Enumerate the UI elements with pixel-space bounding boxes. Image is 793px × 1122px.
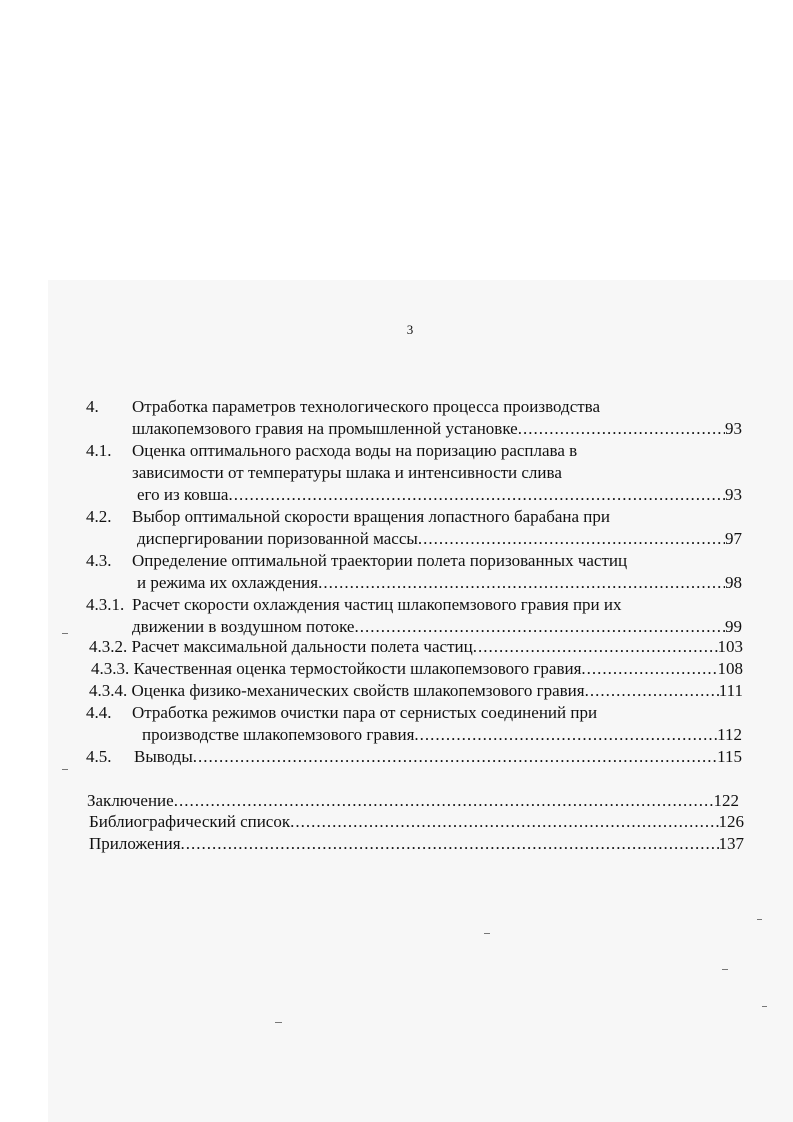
- toc-entry: [86, 746, 746, 768]
- toc-page-number: 137: [718, 834, 744, 853]
- dot-leader: [473, 636, 718, 658]
- scan-speck: [62, 769, 68, 770]
- toc-entry-title: Отработка параметров технологического процесса производства: [132, 397, 601, 416]
- toc-page-number: 108: [717, 659, 743, 678]
- toc-entry: [86, 506, 746, 550]
- toc-entry: [91, 658, 751, 680]
- scan-speck: [275, 1022, 282, 1023]
- toc-page-number: 93: [725, 419, 742, 438]
- toc-entry-number: 4.5.: [86, 747, 112, 766]
- toc-entry-title: Заключение: [87, 791, 174, 810]
- toc-page-number: 97: [725, 529, 742, 548]
- scan-speck: [722, 969, 728, 970]
- dot-leader: [290, 811, 718, 833]
- toc-entry-title: Выводы: [134, 747, 193, 766]
- toc-entry-title: зависимости от температуры шлака и интенсивности слива: [132, 463, 562, 482]
- toc-entry-title-last-line: шлакопемзового гравия на промышленной установке ..... 93: [132, 418, 742, 440]
- toc-entry-title-last-line: диспергировании поризованной массы ..... 97: [137, 528, 742, 550]
- toc-entry: [86, 396, 746, 440]
- toc-entry-title: Оценка оптимального расхода воды на поризацию расплава в: [132, 441, 578, 460]
- toc-page-number: 112: [717, 725, 742, 744]
- toc-entry-title: Определение оптимальной траектории полета поризованных частиц: [132, 551, 628, 570]
- scan-speck: [762, 1006, 767, 1007]
- scan-speck: [757, 919, 762, 920]
- scan-speck: [62, 633, 68, 634]
- dot-leader: [418, 528, 725, 550]
- toc-entry-number: 4.3.3.: [91, 659, 130, 678]
- dot-leader: [414, 724, 717, 746]
- toc-entry-title: Качественная оценка термостойкости шлакопемзового гравия: [133, 659, 582, 678]
- toc-entry: [86, 440, 746, 506]
- toc-back-matter-entry: [89, 833, 749, 855]
- dot-leader: [318, 572, 725, 594]
- toc-entry-number: 4.1.: [86, 441, 112, 460]
- toc-entry: [89, 680, 749, 702]
- toc-page-number: 99: [725, 617, 742, 636]
- toc-entry-title-last-line: движении в воздушном потоке ..... 99: [132, 616, 742, 638]
- toc-entry-number: 4.3.1.: [86, 595, 125, 614]
- dot-leader: [181, 833, 719, 855]
- toc-page-number: 126: [718, 812, 744, 831]
- toc-entry: [89, 636, 749, 658]
- scan-speck: [484, 933, 490, 934]
- toc-page-number: 98: [725, 573, 742, 592]
- dot-leader: [518, 418, 725, 440]
- toc-page-number: 111: [718, 681, 743, 700]
- toc-entry-title-last-line: производстве шлакопемзового гравия ..... 112: [142, 724, 742, 746]
- toc-page-number: 122: [713, 791, 739, 810]
- toc-entry: [86, 702, 746, 746]
- toc-entry-number: 4.3.2.: [89, 637, 128, 656]
- toc-entry: [86, 594, 746, 638]
- dot-leader: [581, 658, 717, 680]
- page-number: 3: [406, 322, 414, 337]
- toc-entry-title-last-line: и режима их охлаждения ..... 98: [137, 572, 742, 594]
- toc-entry-number: 4.3.: [86, 551, 112, 570]
- toc-entry-title-last-line: его из ковша ..... 93: [137, 484, 742, 506]
- dot-leader: [228, 484, 725, 506]
- toc-entry-line: [89, 833, 744, 855]
- toc-entry: [86, 550, 746, 594]
- toc-page-number: 93: [725, 485, 742, 504]
- toc-back-matter-entry: [87, 790, 747, 812]
- toc-entry-line: [89, 811, 744, 833]
- toc-page-number: 115: [717, 747, 742, 766]
- toc-back-matter-entry: [89, 811, 749, 833]
- toc-entry-number: 4.4.: [86, 703, 112, 722]
- toc-entry-title: Приложения: [89, 834, 181, 853]
- toc-entry-number: 4.3.4.: [89, 681, 128, 700]
- toc-entry-number: 4.2.: [86, 507, 112, 526]
- dot-leader: [585, 680, 719, 702]
- toc-entry-line: [89, 636, 743, 658]
- toc-entry-title: Библиографический список: [89, 812, 291, 831]
- dot-leader: [174, 790, 714, 812]
- toc-entry-title: Отработка режимов очистки пара от сернистых соединений при: [132, 703, 598, 722]
- toc-entry-line: [89, 680, 743, 702]
- toc-entry-title: Расчет максимальной дальности полета частиц: [131, 637, 473, 656]
- toc-entry-number: 4.: [86, 397, 99, 416]
- toc-entry-line: [91, 658, 743, 680]
- dot-leader: [193, 746, 717, 768]
- toc-entry-line: [134, 746, 742, 768]
- toc-entry-title: Оценка физико-механических свойств шлакопемзового гравия: [131, 681, 585, 700]
- toc-entry-title: Выбор оптимальной скорости вращения лопастного барабана при: [132, 507, 610, 526]
- toc-page-number: 103: [717, 637, 743, 656]
- dot-leader: [354, 616, 725, 638]
- toc-entry-title: Расчет скорости охлаждения частиц шлакопемзового гравия при их: [132, 595, 622, 614]
- toc-entry-line: [87, 790, 739, 812]
